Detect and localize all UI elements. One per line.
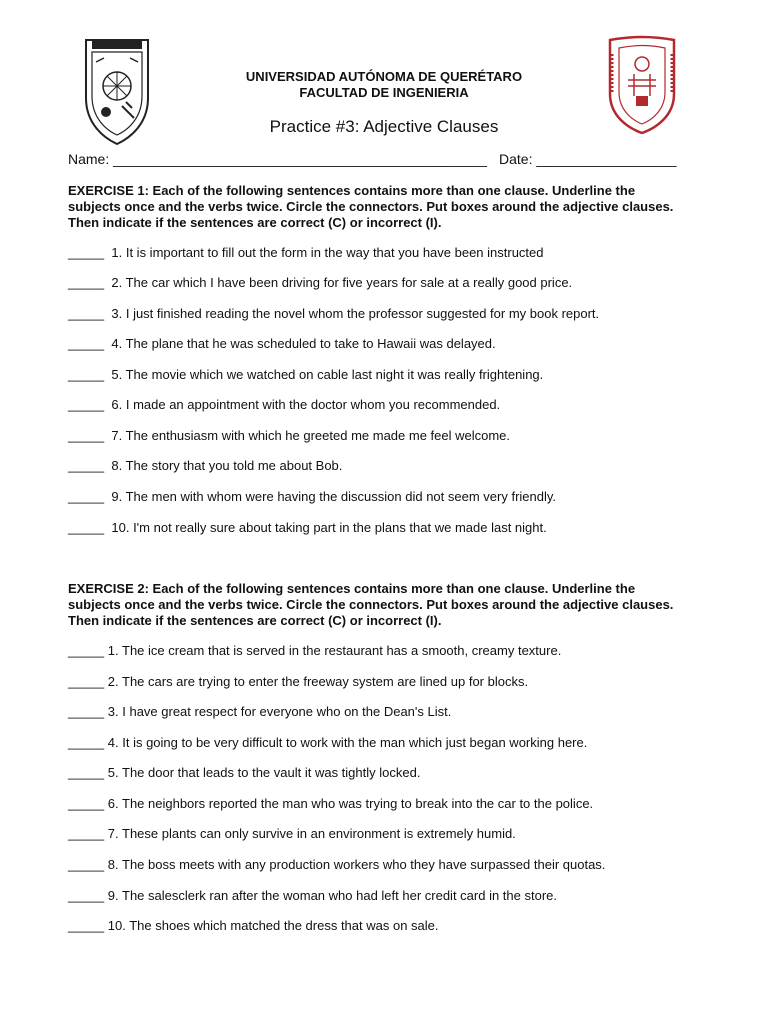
exercise2-item xyxy=(68,765,420,781)
item-text: 8. The story that you told me about Bob. xyxy=(111,458,343,473)
exercise2-item xyxy=(68,888,557,904)
exercise1-item xyxy=(68,428,510,444)
item-text: 10. I'm not really sure about taking part in the plans that we made last night. xyxy=(111,520,547,535)
item-text: 3. I just finished reading the novel whom the professor suggested for my book report. xyxy=(111,306,600,321)
answer-blank[interactable]: _____ xyxy=(68,735,105,750)
exercise1-item xyxy=(68,306,599,322)
answer-blank[interactable]: _____ xyxy=(68,796,105,811)
item-text: 2. The cars are trying to enter the freeway system are lined up for blocks. xyxy=(107,674,529,689)
answer-blank[interactable]: _____ xyxy=(68,520,105,535)
item-text: 6. I made an appointment with the doctor whom you recommended. xyxy=(111,397,501,412)
item-text: 3. I have great respect for everyone who on the Dean's List. xyxy=(107,704,452,719)
faculty-name: FACULTAD DE INGENIERIA xyxy=(299,85,469,100)
exercise1-item xyxy=(68,397,500,413)
university-name: UNIVERSIDAD AUTÓNOMA DE QUERÉTARO xyxy=(245,69,523,84)
item-text: 1. The ice cream that is served in the restaurant has a smooth, creamy texture. xyxy=(107,643,562,658)
item-text: 9. The salesclerk ran after the woman who had left her credit card in the store. xyxy=(107,888,557,903)
exercise1-item xyxy=(68,458,342,474)
item-text: 8. The boss meets with any production workers who they have surpassed their quotas. xyxy=(107,857,606,872)
answer-blank[interactable]: _____ xyxy=(68,643,105,658)
item-text: 5. The movie which we watched on cable last night it was really frightening. xyxy=(111,367,544,382)
item-text: 10. The shoes which matched the dress that was on sale. xyxy=(107,918,439,933)
exercise2-item xyxy=(68,826,516,842)
name-label: Name: xyxy=(68,151,110,167)
answer-blank[interactable]: _____ xyxy=(68,428,105,443)
answer-blank[interactable]: _____ xyxy=(68,306,105,321)
exercise2-item xyxy=(68,674,528,690)
answer-blank[interactable]: _____ xyxy=(68,704,105,719)
exercise2-item xyxy=(68,735,587,751)
exercise2-instructions: EXERCISE 2: Each of the following sentences contains more than one clause. Underline the subjects once and the verbs twice. Circle the connectors. Put boxes around the adjective clauses. Then indicate if the sentences are correct (C) or incorrect (I). xyxy=(68,581,674,628)
exercise1-item xyxy=(68,336,496,352)
answer-blank[interactable]: _____ xyxy=(68,275,105,290)
name-field-row xyxy=(68,151,487,167)
page-title: Practice #3: Adjective Clauses xyxy=(269,117,499,136)
item-text: 7. The enthusiasm with which he greeted me made me feel welcome. xyxy=(111,428,511,443)
answer-blank[interactable]: _____ xyxy=(68,857,105,872)
exercise1-item xyxy=(68,489,556,505)
exercise1-instructions: EXERCISE 1: Each of the following sentences contains more than one clause. Underline the subjects once and the verbs twice. Circle the connectors. Put boxes around the adjective clauses. Then indicate if the sentences are correct (C) or incorrect (I). xyxy=(68,183,674,230)
answer-blank[interactable]: _____ xyxy=(68,765,105,780)
item-text: 1. It is important to fill out the form in the way that you have been instructed xyxy=(111,245,544,260)
answer-blank[interactable]: _____ xyxy=(68,458,105,473)
answer-blank[interactable]: _____ xyxy=(68,245,105,260)
answer-blank[interactable]: _____ xyxy=(68,826,105,841)
exercise1-item xyxy=(68,367,543,383)
date-line[interactable]: __________________ xyxy=(536,151,677,167)
answer-blank[interactable]: _____ xyxy=(68,336,105,351)
answer-blank[interactable]: _____ xyxy=(68,918,105,933)
answer-blank[interactable]: _____ xyxy=(68,674,105,689)
exercise2-item xyxy=(68,704,451,720)
date-field-row xyxy=(499,151,677,167)
date-label: Date: xyxy=(499,151,533,167)
item-text: 2. The car which I have been driving for five years for sale at a really good price. xyxy=(111,275,573,290)
answer-blank[interactable]: _____ xyxy=(68,489,105,504)
item-text: 4. It is going to be very difficult to work with the man which just began working here. xyxy=(107,735,588,750)
exercise2-item xyxy=(68,918,439,934)
item-text: 5. The door that leads to the vault it was tightly locked. xyxy=(107,765,421,780)
exercise1-item xyxy=(68,275,572,291)
name-line[interactable]: ________________________________________________ xyxy=(113,151,487,167)
item-text: 7. These plants can only survive in an environment is extremely humid. xyxy=(107,826,516,841)
answer-blank[interactable]: _____ xyxy=(68,888,105,903)
answer-blank[interactable]: _____ xyxy=(68,397,105,412)
item-text: 4. The plane that he was scheduled to take to Hawaii was delayed. xyxy=(111,336,496,351)
exercise1-item xyxy=(68,245,544,261)
exercise2-item xyxy=(68,857,605,873)
exercise2-item xyxy=(68,643,561,659)
exercise2-item xyxy=(68,796,593,812)
answer-blank[interactable]: _____ xyxy=(68,367,105,382)
exercise1-item xyxy=(68,520,547,536)
item-text: 9. The men with whom were having the discussion did not seem very friendly. xyxy=(111,489,557,504)
item-text: 6. The neighbors reported the man who was trying to break into the car to the police. xyxy=(107,796,594,811)
